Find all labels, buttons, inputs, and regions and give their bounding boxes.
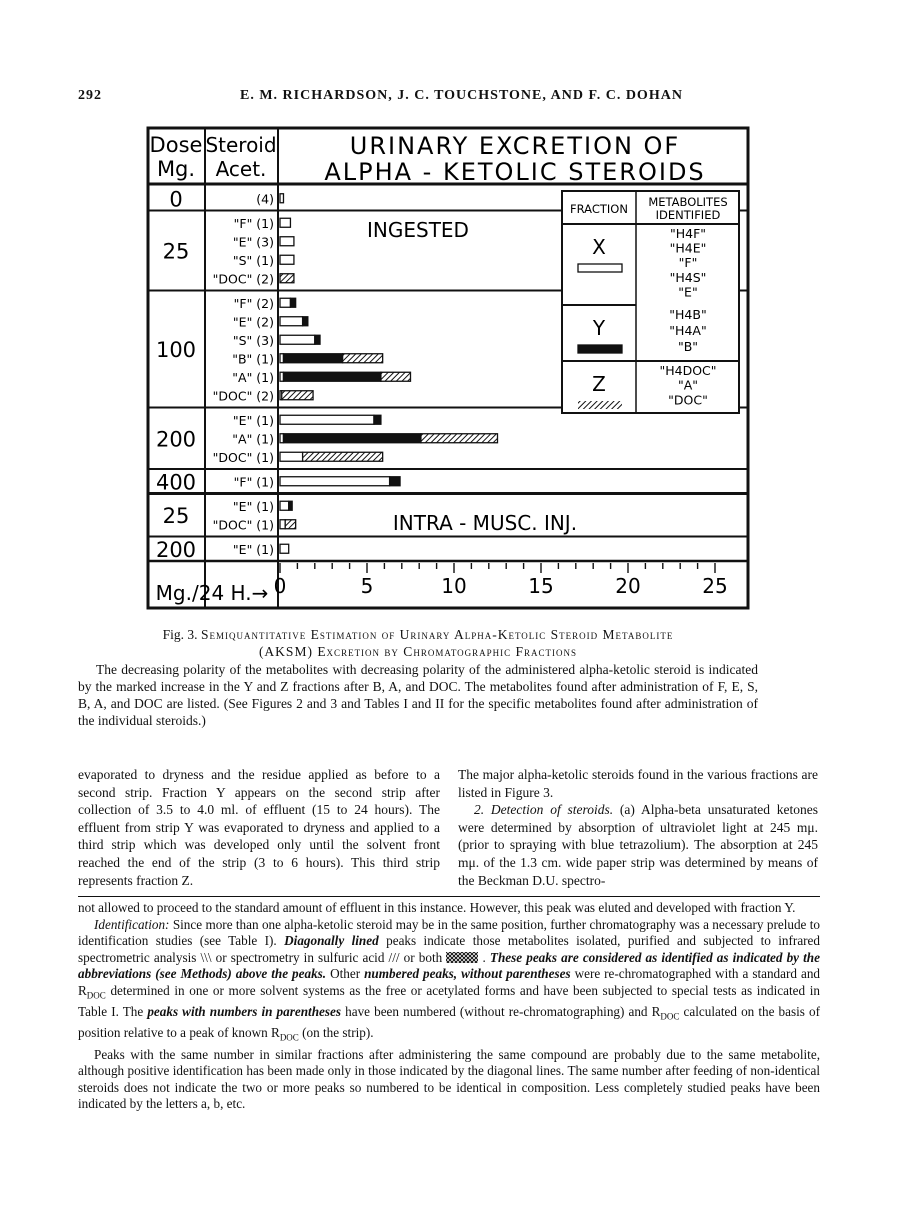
legend-metabolite: "A": [677, 377, 699, 393]
steroid-label: "E" (2): [232, 314, 274, 330]
steroid-label: "E" (3): [232, 234, 274, 250]
bar-x: [280, 194, 283, 203]
fn-text-h: determined in one or more solvent systems as the free or acetylated forms and have been subjected to special tests as indicated in Table I. The: [78, 982, 820, 1020]
intra-musc-label: INTRA - MUSC. INJ.: [392, 511, 578, 535]
axis-tick-label: 15: [528, 574, 554, 598]
legend-metabolite: "H4S": [669, 269, 707, 285]
legend-metabolite: "H4B": [669, 307, 707, 322]
footnote-para1: not allowed to proceed to the standard amount of effluent in this instance. However, this peak was eluted and developed with fraction Y.: [78, 900, 796, 915]
steroid-label: "A" (1): [232, 431, 274, 447]
fn-text-e: Other: [330, 966, 361, 982]
figure-label: Fig. 3.: [162, 627, 198, 642]
bar-y: [283, 354, 342, 363]
steroid-label: "F" (2): [233, 295, 274, 311]
dose-value: 200: [155, 427, 197, 452]
bar-x: [280, 255, 294, 264]
steroid-label: "DOC" (2): [212, 271, 274, 287]
right-column-text: [458, 766, 818, 889]
legend-metabolite: "F": [678, 255, 698, 271]
bar-y: [289, 501, 292, 510]
bar-y: [315, 335, 320, 344]
axis-tick-label: 10: [441, 574, 467, 598]
bar-z: [381, 372, 411, 381]
ingested-label: INGESTED: [367, 218, 469, 242]
legend-fraction-y: Y: [592, 316, 606, 340]
dose-header-1: Dose: [149, 133, 203, 157]
right-col-para2: [458, 801, 818, 889]
steroid-label: "F" (1): [233, 474, 274, 490]
bar-x: [280, 237, 294, 246]
legend-metabolite: "H4E": [669, 240, 707, 256]
left-column-text: evaporated to dryness and the residue applied as before to a second strip. Fraction Y appears on the second strip after collection of 3.5 to 4.0 ml. of effluent (15 to 24 hours). The effluent from strip Y was evaporated to dryness and applied to a third strip which was developed only until the solvent front reached the end of the strip (3 to 6 hours). This third strip represents fraction Z.: [78, 767, 440, 888]
legend-header-metabolites-1: METABOLITES: [648, 195, 728, 209]
legend-metabolite: "E": [678, 284, 698, 300]
fn-text-g: were re-chromatographed with a standard and R: [78, 966, 821, 998]
bar-x: [280, 501, 289, 510]
steroid-label: "S" (3): [232, 332, 274, 348]
bar-x: [280, 452, 303, 461]
bar-z: [282, 391, 313, 400]
bar-y: [283, 434, 420, 443]
steroid-header-1: Steroid: [205, 133, 277, 157]
dose-value: 400: [155, 470, 197, 495]
bar-y: [303, 317, 308, 326]
page-number: 292: [78, 88, 102, 103]
bar-y: [390, 477, 400, 486]
footnote-rule: [78, 896, 820, 897]
legend-box: [562, 191, 739, 413]
footnotes: [78, 900, 820, 1113]
bar-z: [421, 434, 498, 443]
fn-text-j: have been numbered (without re-chromatographing) and R: [345, 1004, 661, 1020]
steroid-label: "A" (1): [232, 369, 274, 385]
dose-value: 200: [155, 537, 197, 562]
bar-z: [343, 354, 383, 363]
bar-z: [303, 452, 383, 461]
legend-metabolite: "H4A": [669, 323, 707, 338]
dose-value: 100: [155, 338, 197, 362]
chart-title-line2: ALPHA - KETOLIC STEROIDS: [324, 158, 706, 186]
legend-fraction-z: Z: [592, 372, 606, 396]
chart-title-line1: URINARY EXCRETION OF: [349, 132, 681, 160]
bar-x: [280, 317, 303, 326]
dose-header-2: Mg.: [156, 157, 196, 181]
fn-text-c: peaks indicate those metabolites isolated, purified and subjected to infrared spectrometric analysis \\\ or spectrometry in sulfuric acid /// or both: [78, 933, 821, 965]
axis-tick-label: 25: [702, 574, 728, 598]
bar-x: [280, 335, 315, 344]
bar-x: [280, 520, 285, 529]
legend-fraction-x: X: [592, 235, 606, 259]
dose-value: 25: [162, 504, 190, 528]
running-header-authors: E. M. RICHARDSON, J. C. TOUCHSTONE, AND F. C. DOHAN: [240, 88, 683, 103]
bar-x: [280, 298, 290, 307]
legend-metabolite: "DOC": [668, 392, 708, 408]
crosshatch-symbol-icon: [446, 952, 478, 963]
fn-text-l: (on the strip).: [302, 1025, 374, 1041]
rdoc-subscript-3: DOC: [279, 1033, 299, 1044]
detection-body: (a) Alpha-beta unsaturated ketones were determined by absorption of ultraviolet light at 245 mμ. (prior to spraying with blue tetrazolium). The absorption at 245 mμ. of the 1.3 cm. wide paper strip was determined by means of the Beckman D.U. spectro-: [458, 802, 818, 888]
legend-swatch-x: [578, 264, 622, 272]
axis-tick-label: 0: [273, 574, 287, 598]
bar-y: [374, 415, 381, 424]
bar-y: [290, 298, 295, 307]
aksm-chart: [140, 122, 760, 617]
steroid-label: "DOC" (2): [212, 388, 274, 404]
fn-text-i: peaks with numbers in parentheses: [147, 1004, 342, 1020]
fn-text-a: Since more than one alpha-ketolic steroid may be in the same position, further chromatography was a necessary prelude to identification studies (see Table I).: [78, 916, 821, 949]
footnote-para2: Identification: Since more than one alpha-ketolic steroid may be in the same position, further chromatography was a necessary prelude to identification studies (see Table I). Diagonally lined peaks indicate those metabolites isolated, purified and subjected to infrared spectrometric analysis \\\ or spectrometry in sulfuric acid /// or both . These peaks are considered as identified as indicated by the abbreviations (see Methods) above the peaks. Other numbered peaks, without parentheses were re-chromatographed with a standard and $R_{DOC}$ determined in one or more solvent systems as the free or acetylated forms and have been subjected to special tests as indicated in Table I. The peaks with numbers in parentheses have been numbered (without re-chromatographing) and $R_{DOC}$ calculated on the basis of position relative to a peak of known $R_{DOC}$ (on the strip).: [78, 916, 821, 1044]
dose-value: 0: [169, 187, 183, 212]
steroid-label: "S" (1): [232, 252, 274, 268]
bar-y: [283, 372, 380, 381]
legend-metabolite: "B": [677, 339, 699, 354]
dose-value: 25: [162, 239, 190, 264]
rdoc-subscript-1: DOC: [86, 990, 106, 1001]
legend-header-metabolites-2: IDENTIFIED: [655, 208, 721, 222]
steroid-label: (4): [256, 191, 274, 207]
x-axis-label: Mg./24 H.→: [155, 581, 269, 605]
right-col-para1: The major alpha-ketolic steroids found in the various fractions are listed in Figure 3.: [458, 767, 818, 800]
fn-text-f: numbered peaks, without parentheses: [364, 966, 571, 982]
identification-heading: Identification:: [94, 916, 170, 932]
bar-x: [280, 544, 289, 553]
steroid-label: "E" (1): [232, 498, 274, 514]
bar-z: [285, 520, 295, 529]
figure-caption-title: [78, 626, 758, 660]
fn-text-b: Diagonally lined: [284, 933, 379, 949]
bar-x: [280, 477, 390, 486]
figure-title-line2: (AKSM) Excretion by Chromatographic Fractions: [258, 644, 578, 659]
bar-z: [280, 274, 294, 283]
figure-caption-body: The decreasing polarity of the metabolites with decreasing polarity of the administered alpha-ketolic steroid is indicated by the marked increase in the Y and Z fractions after B, A, and DOC. The metabolites found after administration of F, E, S, B, A, and DOC are listed. (See Figures 2 and 3 and Tables I and II for the specific metabolites found after administration of the individual steroids.): [78, 662, 758, 728]
rdoc-subscript-2: DOC: [660, 1011, 680, 1022]
fn-text-d: These peaks are considered as identified as indicated by the abbreviations (see Methods) above the peaks.: [78, 949, 820, 982]
fn-text-k: calculated on the basis of position relative to a peak of known R: [78, 1004, 820, 1041]
steroid-label: "DOC" (1): [212, 517, 274, 533]
axis-tick-label: 20: [615, 574, 641, 598]
steroid-label: "B" (1): [232, 351, 274, 367]
figure-title-line1: Semiquantitative Estimation of Urinary Alpha-Ketolic Steroid Metabolite: [200, 627, 674, 642]
bar-x: [280, 218, 290, 227]
steroid-label: "DOC" (1): [212, 449, 274, 465]
legend-swatch-z: [578, 401, 622, 409]
legend-metabolite: "H4DOC": [659, 363, 717, 378]
steroid-label: "E" (1): [232, 412, 274, 428]
legend-swatch-y: [578, 345, 622, 353]
axis-tick-label: 5: [360, 574, 374, 598]
steroid-label: "E" (1): [232, 541, 274, 557]
footnote-para3: Peaks with the same number in similar fractions after administering the same compound are probably due to the same metabolite, although positive identification has been made only in those indicated by the diagonal lines. The same number after feeding of non-identical steroids does not indicate the two or more peaks so numbered to be identical in composition. Less completely studied peaks have been indicated by the letters a, b, etc.: [78, 1046, 820, 1112]
steroid-label: "F" (1): [233, 215, 274, 231]
steroid-header-2: Acet.: [215, 157, 267, 181]
legend-metabolite: "H4F": [669, 226, 707, 241]
detection-heading: 2. Detection of steroids.: [474, 802, 614, 818]
legend-header-fraction: FRACTION: [570, 202, 628, 216]
bar-x: [280, 415, 374, 424]
